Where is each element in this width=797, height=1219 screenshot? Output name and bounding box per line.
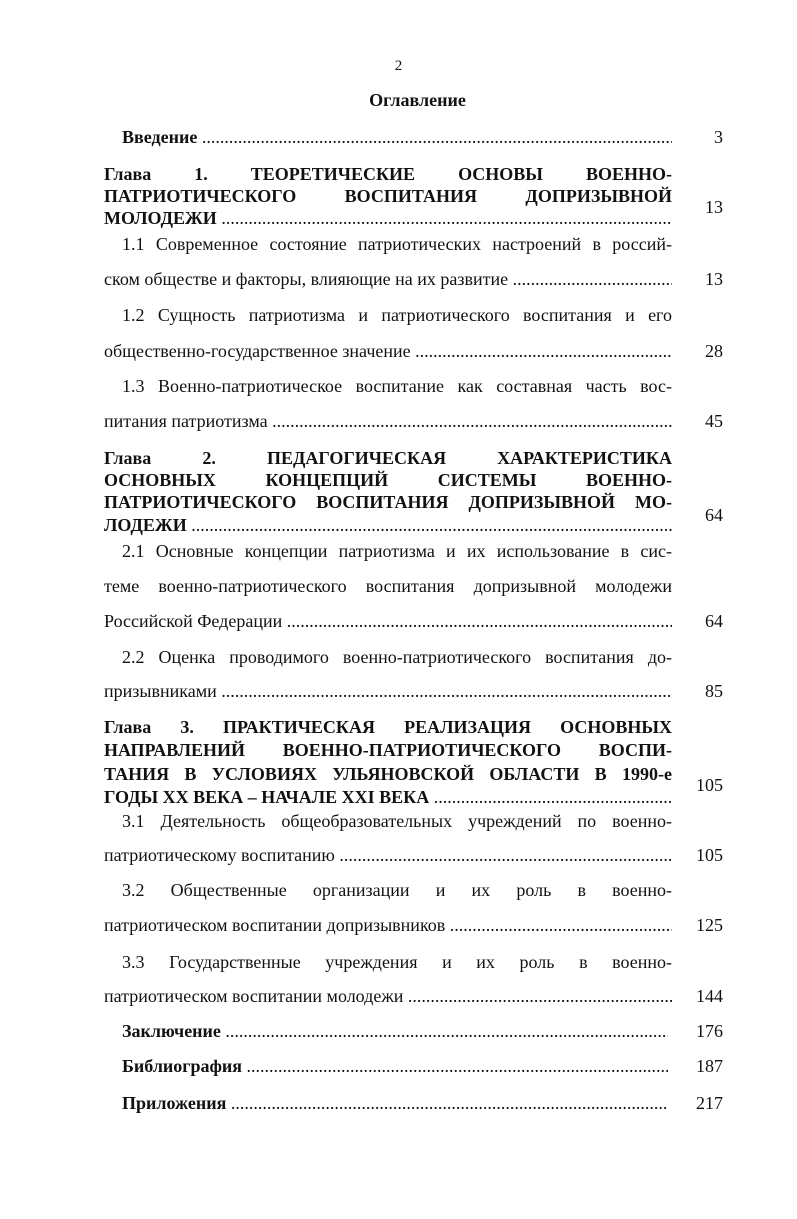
toc-page-number: 85	[705, 681, 723, 701]
chapter-2-heading: ОСНОВНЫХ КОНЦЕПЦИЙ СИСТЕМЫ ВОЕННО-	[104, 470, 672, 490]
toc-page-number: 45	[705, 411, 723, 431]
toc-entry-conclusion: Заключение .....	[122, 1018, 668, 1044]
toc-title: Оглавление	[369, 90, 466, 110]
toc-page-number: 64	[705, 611, 723, 631]
toc-page-number: 217	[696, 1093, 723, 1113]
toc-page-number: 105	[696, 845, 723, 865]
section-1-2: общественно-государственное значение .....	[104, 338, 672, 364]
toc-page-number: 28	[705, 341, 723, 361]
section-1-3: питания патриотизма .....	[104, 408, 672, 434]
chapter-1-heading: МОЛОДЕЖИ .....	[104, 205, 672, 231]
toc-page-number: 13	[705, 269, 723, 289]
chapter-2-heading: Глава 2. ПЕДАГОГИЧЕСКАЯ ХАРАКТЕРИСТИКА	[104, 448, 672, 468]
chapter-3-heading: ГОДЫ XX ВЕКА – НАЧАЛЕ XXI ВЕКА .....	[104, 784, 672, 810]
section-3-2: 3.2 Общественные организации и их роль в военно-	[122, 880, 672, 900]
section-1-1: ском обществе и факторы, влияющие на их развитие .....	[104, 266, 672, 292]
toc-entry-appendices: Приложения .....	[122, 1090, 668, 1116]
section-2-1: 2.1 Основные концепции патриотизма и их использование в сис-	[122, 541, 672, 561]
section-3-1: патриотическому воспитанию .....	[104, 842, 672, 868]
chapter-2-heading: ПАТРИОТИЧЕСКОГО ВОСПИТАНИЯ ДОПРИЗЫВНОЙ МО-	[104, 492, 672, 512]
toc-page-number: 64	[705, 505, 723, 525]
chapter-1-heading: ПАТРИОТИЧЕСКОГО ВОСПИТАНИЯ ДОПРИЗЫВНОЙ	[104, 186, 672, 206]
section-2-1: Российской Федерации .....	[104, 608, 672, 634]
chapter-2-heading: ЛОДЕЖИ .....	[104, 512, 672, 538]
chapter-3-heading: Глава 3. ПРАКТИЧЕСКАЯ РЕАЛИЗАЦИЯ ОСНОВНЫХ	[104, 717, 672, 737]
toc-page-number: 187	[696, 1056, 723, 1076]
toc-entry-bibliography: Библиография .....	[122, 1053, 668, 1079]
toc-page-number: 125	[696, 915, 723, 935]
page-number: 2	[394, 58, 403, 74]
toc-page-number: 13	[705, 197, 723, 217]
section-3-2: патриотическом воспитании допризывников .....	[104, 912, 672, 938]
section-2-2: 2.2 Оценка проводимого военно-патриотического воспитания до-	[122, 647, 672, 667]
toc-page-number: 3	[714, 127, 723, 147]
section-2-1: теме военно-патриотического воспитания допризывной молодежи	[104, 576, 672, 596]
section-3-1: 3.1 Деятельность общеобразовательных учреждений по военно-	[122, 811, 672, 831]
section-3-3: 3.3 Государственные учреждения и их роль в военно-	[122, 952, 672, 972]
chapter-3-heading: НАПРАВЛЕНИЙ ВОЕННО-ПАТРИОТИЧЕСКОГО ВОСПИ-	[104, 740, 672, 760]
chapter-1-heading: Глава 1. ТЕОРЕТИЧЕСКИЕ ОСНОВЫ ВОЕННО-	[104, 164, 672, 184]
section-1-3: 1.3 Военно-патриотическое воспитание как составная часть вос-	[122, 376, 672, 396]
section-3-3: патриотическом воспитании молодежи .....	[104, 983, 672, 1009]
toc-entry-label: Введение .....	[122, 124, 672, 150]
chapter-3-heading: ТАНИЯ В УСЛОВИЯХ УЛЬЯНОВСКОЙ ОБЛАСТИ В 1990-е	[104, 764, 672, 784]
section-1-2: 1.2 Сущность патриотизма и патриотического воспитания и его	[122, 305, 672, 325]
toc-page-number: 176	[696, 1021, 723, 1041]
section-2-2: призывниками .....	[104, 678, 672, 704]
toc-entry-introduction	[122, 124, 672, 150]
section-1-1: 1.1 Современное состояние патриотических настроений в россий-	[122, 234, 672, 254]
toc-page-number: 144	[696, 986, 723, 1006]
toc-page-number: 105	[696, 775, 723, 795]
